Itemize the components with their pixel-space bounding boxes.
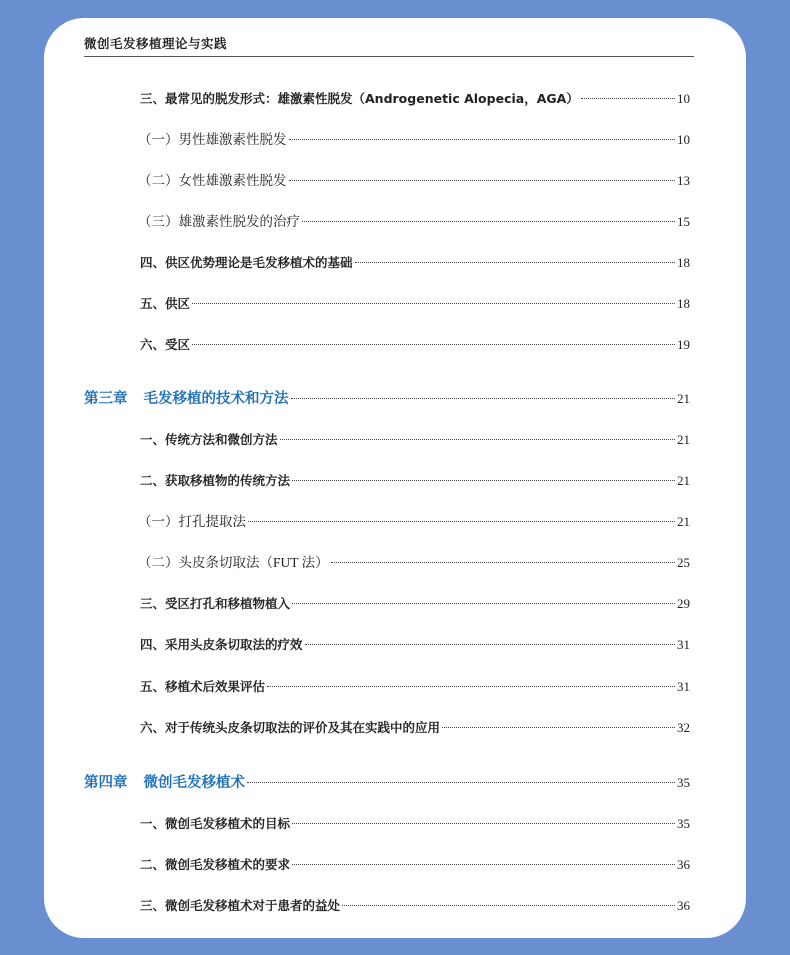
- chapter-label: 微创毛发移植术: [143, 775, 245, 791]
- toc-entry[interactable]: [44, 593, 746, 615]
- entry-title: （一）男性雄激素性脱发: [138, 132, 287, 147]
- page-card: [44, 18, 746, 938]
- toc-entry[interactable]: [44, 293, 746, 315]
- entry-title: （二）女性雄激素性脱发: [138, 173, 287, 188]
- dot-leader: [289, 139, 676, 140]
- entry-title: 四、供区优势理论是毛发移植术的基础: [140, 255, 353, 270]
- toc-entry[interactable]: [44, 813, 746, 835]
- page-number: 25: [677, 555, 690, 570]
- toc-entry[interactable]: [44, 170, 746, 192]
- entry-title: 二、获取移植物的传统方法: [140, 473, 291, 488]
- dot-leader: [192, 344, 675, 345]
- entry-title: 一、微创毛发移植术的目标: [140, 816, 291, 831]
- dot-leader: [291, 398, 676, 399]
- toc-entry[interactable]: [44, 511, 746, 533]
- dot-leader: [292, 823, 675, 824]
- dot-leader: [248, 521, 675, 522]
- entry-title: 六、对于传统头皮条切取法的评价及其在实践中的应用: [140, 720, 441, 735]
- dot-leader: [342, 905, 675, 906]
- dot-leader: [289, 180, 676, 181]
- toc-chapter-entry[interactable]: [44, 772, 746, 794]
- dot-leader: [267, 686, 675, 687]
- toc-entry[interactable]: [44, 552, 746, 574]
- toc-chapter-entry[interactable]: [44, 388, 746, 410]
- dot-leader: [581, 98, 675, 99]
- entry-title: 一、传统方法和微创方法: [140, 432, 278, 447]
- header-rule: [84, 56, 694, 57]
- page-number: 21: [677, 391, 690, 406]
- page-number: 10: [677, 132, 690, 147]
- page-number: 36: [677, 857, 690, 872]
- entry-title: 四、采用头皮条切取法的疗效: [140, 637, 303, 652]
- page-number: 31: [677, 637, 690, 652]
- dot-leader: [302, 221, 675, 222]
- entry-title: 五、供区: [140, 296, 191, 311]
- page-number: 36: [677, 898, 690, 913]
- toc-entry[interactable]: [44, 211, 746, 233]
- toc-entry[interactable]: [44, 634, 746, 656]
- page-number: 18: [677, 255, 690, 270]
- dot-leader: [331, 562, 675, 563]
- chapter-title: [84, 388, 289, 410]
- page-number: 13: [677, 173, 690, 188]
- dot-leader: [292, 480, 675, 481]
- page-number: 19: [677, 337, 690, 352]
- chapter-title: [84, 772, 245, 794]
- entry-title: 三、受区打孔和移植物植入: [140, 596, 291, 611]
- running-header: 微创毛发移植理论与实践: [84, 36, 228, 51]
- toc-entry[interactable]: [44, 334, 746, 356]
- chapter-number: 第四章: [84, 775, 128, 791]
- entry-title: 三、最常见的脱发形式：雄激素性脱发（Androgenetic Alopecia，AGA）: [140, 91, 579, 106]
- toc-entry[interactable]: [44, 88, 746, 110]
- toc-entry[interactable]: [44, 129, 746, 151]
- dot-leader: [442, 727, 675, 728]
- chapter-number: 第三章: [84, 391, 128, 407]
- entry-title: 六、受区: [140, 337, 191, 352]
- dot-leader: [292, 864, 675, 865]
- entry-title: （二）头皮条切取法（FUT 法）: [138, 555, 329, 570]
- dot-leader: [247, 782, 675, 783]
- entry-title: （三）雄激素性脱发的治疗: [138, 214, 300, 229]
- page-number: 32: [677, 720, 690, 735]
- dot-leader: [280, 439, 675, 440]
- toc-entry[interactable]: [44, 717, 746, 739]
- page-number: 10: [677, 91, 690, 106]
- toc-entry[interactable]: [44, 470, 746, 492]
- toc-entry[interactable]: [44, 676, 746, 698]
- entry-title: 二、微创毛发移植术的要求: [140, 857, 291, 872]
- dot-leader: [192, 303, 675, 304]
- toc-entry[interactable]: [44, 252, 746, 274]
- entry-title: （一）打孔提取法: [138, 514, 246, 529]
- page-number: 21: [677, 514, 690, 529]
- page-number: 35: [677, 775, 690, 790]
- chapter-label: 毛发移植的技术和方法: [143, 391, 289, 407]
- page-number: 18: [677, 296, 690, 311]
- entry-title: 五、移植术后效果评估: [140, 679, 266, 694]
- page-number: 15: [677, 214, 690, 229]
- toc-entry[interactable]: [44, 895, 746, 917]
- page-number: 21: [677, 473, 690, 488]
- dot-leader: [305, 644, 675, 645]
- entry-title: 三、微创毛发移植术对于患者的益处: [140, 898, 341, 913]
- toc-entry[interactable]: [44, 429, 746, 451]
- page-number: 35: [677, 816, 690, 831]
- toc-entry[interactable]: [44, 854, 746, 876]
- page-number: 29: [677, 596, 690, 611]
- dot-leader: [355, 262, 675, 263]
- page-number: 21: [677, 432, 690, 447]
- page-number: 31: [677, 679, 690, 694]
- dot-leader: [292, 603, 675, 604]
